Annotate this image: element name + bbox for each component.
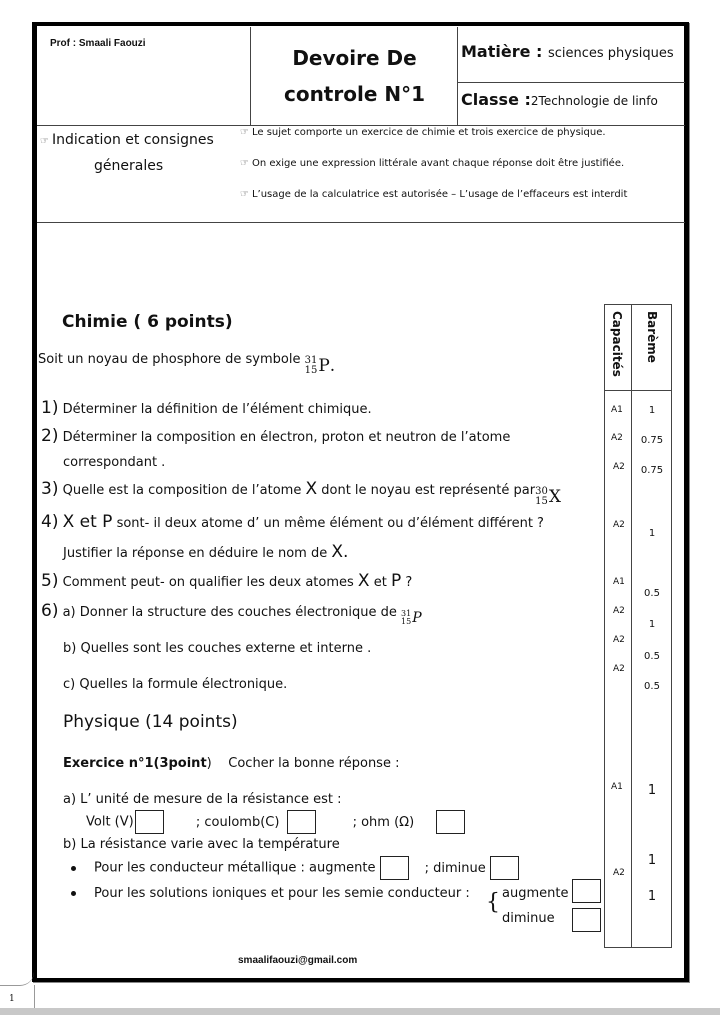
capacity-cell: A2 bbox=[613, 868, 625, 878]
checkbox-solution-diminue[interactable] bbox=[572, 908, 601, 932]
exam-title bbox=[252, 40, 457, 112]
question-1: 1) Déterminer la définition de l’élément chimique. bbox=[41, 398, 372, 418]
exam-title-line1: Devoire De bbox=[292, 46, 417, 70]
bullet-icon bbox=[71, 891, 76, 896]
capacity-cell: A2 bbox=[613, 462, 625, 472]
indications-label bbox=[40, 128, 240, 178]
indications-label-line1: Indication et consignes bbox=[51, 132, 214, 148]
indication-divider bbox=[37, 222, 685, 223]
header-col-divider-2 bbox=[457, 27, 458, 125]
bareme-header: Barème bbox=[645, 311, 659, 363]
bareme-cell: 0.75 bbox=[640, 465, 664, 476]
page-corner-mark bbox=[34, 985, 35, 1010]
header-row-divider bbox=[457, 82, 685, 83]
question-4: 4) X et P sont- il deux atome d’ un même élément ou d’élément différent ? bbox=[41, 512, 544, 532]
bullet-icon bbox=[71, 866, 76, 871]
indication-item: ☞ On exige une expression littérale avant chaque réponse doit être justifiée. bbox=[240, 158, 625, 169]
subject-label: Matière : bbox=[461, 42, 548, 61]
physique-section-title: Physique (14 points) bbox=[63, 712, 238, 732]
bareme-cell: 1 bbox=[647, 783, 657, 798]
bareme-cell: 1 bbox=[648, 528, 656, 539]
viewer-bottom-bar bbox=[0, 1008, 720, 1015]
checkbox-solution-augmente[interactable] bbox=[572, 879, 601, 903]
header-col-divider-1 bbox=[250, 27, 251, 125]
x-isotope-symbol: 30 15 X bbox=[535, 486, 561, 507]
capacity-cell: A2 bbox=[613, 635, 625, 645]
phosphorus-isotope-symbol: 31 15 P . bbox=[304, 355, 336, 376]
exam-title-line2: controle N°1 bbox=[283, 82, 426, 106]
option-augmente-label: augmente bbox=[502, 886, 569, 901]
chimie-intro: Soit un noyau de phosphore de symbole 31 15 P . bbox=[38, 352, 336, 376]
class bbox=[461, 90, 658, 109]
checkbox-ohm[interactable] bbox=[436, 810, 465, 834]
capacity-cell: A1 bbox=[611, 405, 623, 415]
checkbox-metal-augmente[interactable] bbox=[380, 856, 409, 880]
page-corner-mark bbox=[0, 972, 34, 986]
question-6b: b) Quelles sont les couches externe et interne . bbox=[63, 641, 372, 656]
prof-name: Prof : Smaali Faouzi bbox=[50, 38, 146, 49]
subject bbox=[461, 42, 674, 61]
indication-item: ☞ L’usage de la calculatrice est autorisée – L’usage de l’effaceurs est interdit bbox=[240, 189, 628, 200]
capacity-cell: A1 bbox=[611, 782, 623, 792]
checkbox-coulomb[interactable] bbox=[287, 810, 316, 834]
bareme-cell: 1 bbox=[647, 853, 657, 868]
pointing-hand-icon: ☞ bbox=[240, 189, 249, 200]
bareme-cell: 0.5 bbox=[644, 681, 660, 692]
page-number: 1 bbox=[9, 994, 15, 1004]
pointing-hand-icon: ☞ bbox=[240, 127, 249, 138]
header-divider bbox=[37, 125, 685, 126]
phosphorus-isotope-symbol: 31 15 P bbox=[401, 609, 422, 626]
author-email[interactable]: smaalifaouzi@gmail.com bbox=[238, 955, 358, 966]
indications-label-line2: génerales bbox=[94, 158, 164, 174]
question-a: a) L’ unité de mesure de la résistance est : bbox=[63, 792, 342, 807]
checkbox-metal-diminue[interactable] bbox=[490, 856, 519, 880]
question-6a: 6) a) Donner la structure des couches électronique de 31 15 P bbox=[41, 601, 422, 626]
question-5: 5) Comment peut- on qualifier les deux atomes X et P ? bbox=[41, 571, 413, 591]
capacity-cell: A2 bbox=[611, 433, 623, 443]
question-b: b) La résistance varie avec la température bbox=[63, 837, 340, 852]
option-diminue-label: diminue bbox=[502, 911, 555, 926]
pointing-hand-icon: ☞ bbox=[240, 158, 249, 169]
capacity-cell: A2 bbox=[613, 664, 625, 674]
exercise-1-header: Exercice n°1(3point) Cocher la bonne réponse : bbox=[63, 756, 400, 771]
bareme-cell: 1 bbox=[648, 405, 656, 416]
question-3: 3) Quelle est la composition de l’atome X dont le noyau est représenté par 30 15 X bbox=[41, 479, 561, 507]
checkbox-volt[interactable] bbox=[135, 810, 164, 834]
chimie-section-title: Chimie ( 6 points) bbox=[62, 312, 233, 332]
pointing-hand-icon: ☞ bbox=[40, 136, 49, 147]
question-2: 2) Déterminer la composition en électron, proton et neutron de l’atome bbox=[41, 426, 511, 446]
indication-item: ☞ Le sujet comporte un exercice de chimie et trois exercice de physique. bbox=[240, 127, 606, 138]
bareme-cell: 1 bbox=[648, 619, 656, 630]
question-4-continued: Justifier la réponse en déduire le nom de X. bbox=[63, 542, 349, 562]
subject-value: sciences physiques bbox=[547, 46, 674, 61]
class-label: Classe : bbox=[461, 90, 531, 109]
capacites-header: Capacités bbox=[610, 311, 624, 377]
capacity-cell: A2 bbox=[613, 606, 625, 616]
question-b-solutions: Pour les solutions ioniques et pour les semie conducteur : bbox=[71, 886, 470, 901]
bareme-cell: 0.75 bbox=[640, 435, 664, 446]
capacity-cell: A1 bbox=[613, 577, 625, 587]
bareme-cell: 0.5 bbox=[644, 651, 660, 662]
question-2-continued: correspondant . bbox=[63, 455, 166, 470]
bareme-cell: 0.5 bbox=[644, 588, 660, 599]
question-b-metals: Pour les conducteur métallique : augmente ; diminue bbox=[71, 856, 519, 880]
brace-icon: { bbox=[486, 890, 500, 915]
capacity-cell: A2 bbox=[613, 520, 625, 530]
bareme-cell: 1 bbox=[647, 889, 657, 904]
question-6c: c) Quelles la formule électronique. bbox=[63, 677, 288, 692]
question-a-options: Volt (V) ; coulomb(C) ; ohm (Ω) bbox=[86, 810, 465, 834]
class-value: 2Technologie de linfo bbox=[530, 94, 658, 108]
grade-table bbox=[604, 304, 672, 948]
